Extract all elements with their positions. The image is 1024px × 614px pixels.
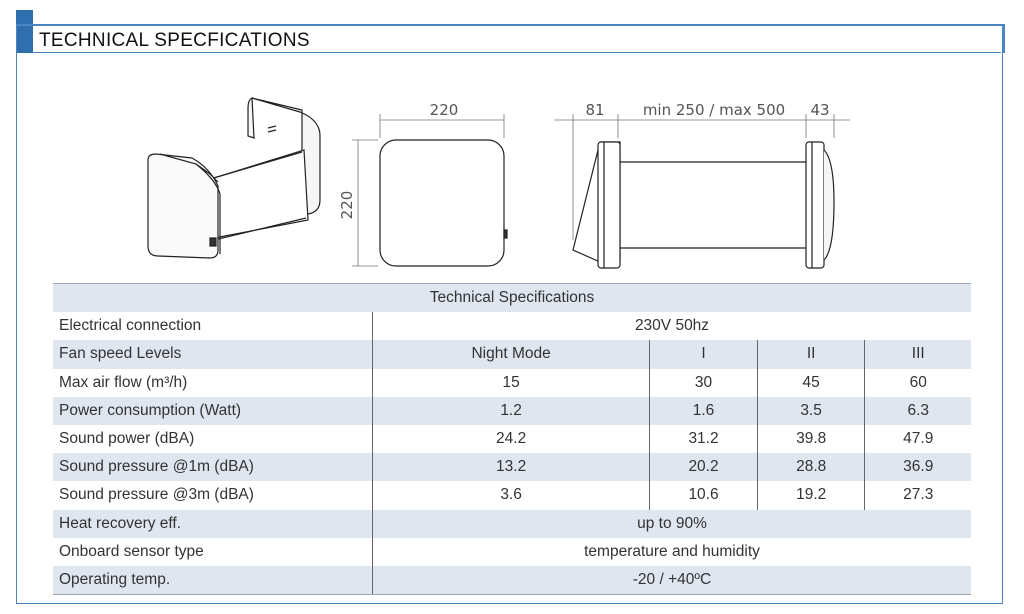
row-label: Fan speed Levels	[53, 340, 373, 368]
table-row	[53, 510, 971, 538]
row-label: Operating temp.	[53, 566, 373, 595]
table-row	[53, 340, 971, 368]
row-cell: 60	[865, 369, 971, 397]
row-cell: 36.9	[865, 453, 971, 481]
row-value: -20 / +40ºC	[373, 566, 972, 595]
table-row	[53, 538, 971, 566]
row-cell: 24.2	[373, 425, 650, 453]
row-value: 230V 50hz	[373, 312, 972, 340]
table-row	[53, 312, 971, 340]
row-label: Sound pressure @3m (dBA)	[59, 486, 254, 504]
table-row	[53, 566, 971, 595]
row-cell: 30	[650, 369, 758, 397]
row-cell: 39.8	[757, 425, 865, 453]
row-label: Heat recovery eff.	[53, 510, 373, 538]
row-cell: 47.9	[865, 425, 971, 453]
row-cell: 3.5	[757, 397, 865, 425]
header-right-rule	[1003, 24, 1005, 53]
row-cell: 6.3	[865, 397, 971, 425]
row-cell: I	[650, 340, 758, 368]
row-label: Onboard sensor type	[59, 542, 204, 560]
row-cell: III	[865, 340, 971, 368]
row-cell: 10.6	[650, 481, 758, 509]
table-row	[53, 481, 971, 509]
row-value: up to 90%	[373, 510, 972, 538]
side-right-label: 43	[810, 101, 830, 119]
row-label: Sound power (dBA)	[59, 430, 195, 448]
row-cell: 19.2	[757, 481, 865, 509]
row-label: Max air flow (m³/h)	[59, 373, 188, 391]
row-cell: 15	[373, 369, 650, 397]
table-row	[53, 369, 971, 397]
row-cell: 45	[757, 369, 865, 397]
row-cell: 13.2	[373, 453, 650, 481]
table-title-row	[53, 284, 971, 313]
table-row	[53, 425, 971, 453]
row-cell: II	[757, 340, 865, 368]
row-cell: 31.2	[650, 425, 758, 453]
row-cell: 3.6	[373, 481, 650, 509]
front-view	[380, 140, 507, 266]
front-width-label: 220	[429, 101, 459, 119]
row-cell: 20.2	[650, 453, 758, 481]
table-row	[53, 453, 971, 481]
product-drawings	[130, 90, 1010, 280]
row-cell: 27.3	[865, 481, 971, 509]
row-label: Sound pressure @1m (dBA)	[53, 453, 373, 481]
side-middle-label: min 250 / max 500	[642, 101, 786, 119]
side-left-label: 81	[585, 101, 605, 119]
front-height-label: 220	[338, 190, 356, 220]
row-label: Power consumption (Watt)	[53, 397, 373, 425]
row-label: Electrical connection	[59, 317, 202, 335]
specifications-table	[53, 283, 971, 595]
row-cell: 1.6	[650, 397, 758, 425]
row-cell: 1.2	[373, 397, 650, 425]
section-title: TECHNICAL SPECFICATIONS	[39, 30, 310, 51]
row-cell: 28.8	[757, 453, 865, 481]
isometric-view	[148, 98, 320, 258]
side-view	[573, 142, 834, 268]
row-cell: Night Mode	[373, 340, 650, 368]
table-title: Technical Specifications	[53, 284, 971, 313]
row-value: temperature and humidity	[373, 538, 972, 566]
table-row	[53, 397, 971, 425]
